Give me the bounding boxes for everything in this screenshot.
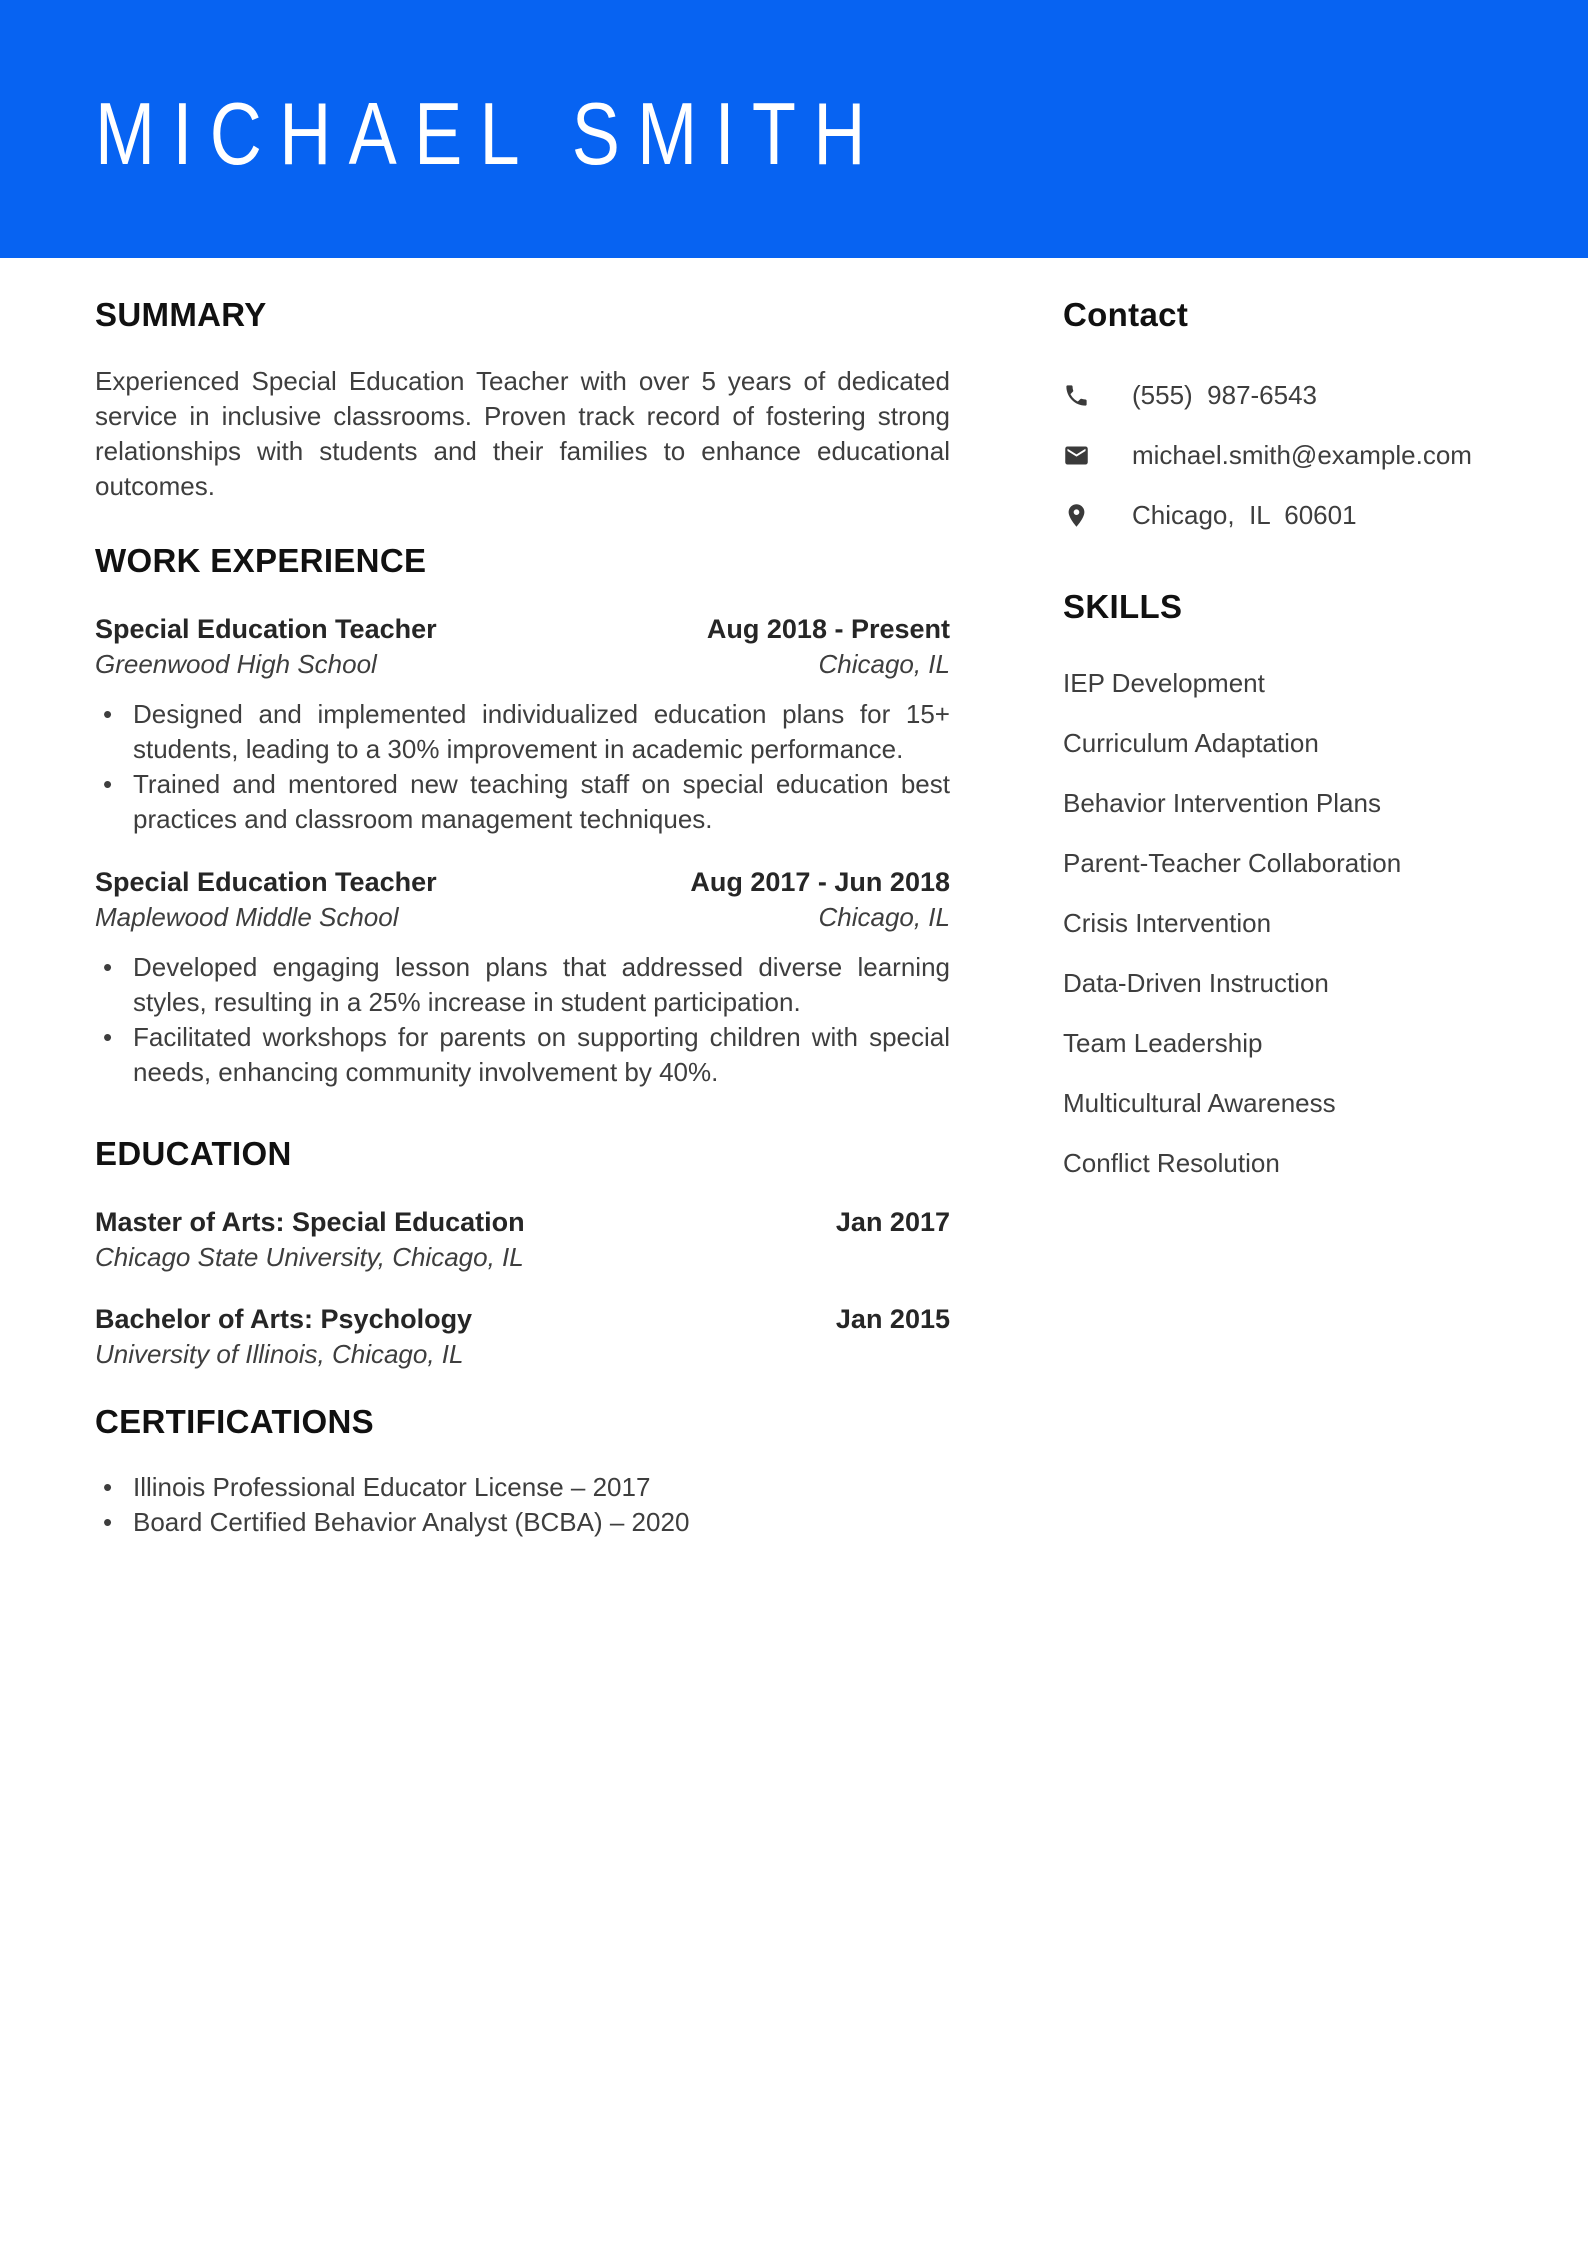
school-name: Chicago State University, Chicago, IL [95,1241,524,1272]
skill-item: IEP Development [1063,667,1265,698]
header-banner [0,0,1588,258]
skill-item: Parent-Teacher Collaboration [1063,847,1402,878]
location-pin-icon [1063,502,1090,529]
degree-row [95,1302,950,1337]
certification-item: • Illinois Professional Educator License – 2017 [95,1470,950,1505]
contact-row-location [1063,498,1493,533]
work-experience-heading: WORK EXPERIENCE [95,541,427,579]
email-address: michael.smith@example.com [1132,439,1472,470]
job-dates: Aug 2017 - Jun 2018 [690,866,950,897]
job-company: Greenwood High School [95,648,377,679]
education-entry [95,1205,950,1275]
content [0,258,1588,1540]
job-bullet: • Designed and implemented individualized education plans for 15+ students, leading to a 30% improvement in academic performance. [95,697,950,767]
school-row [95,1337,950,1372]
phone-icon [1063,382,1090,409]
job-company: Maplewood Middle School [95,901,399,932]
education-section [95,1135,950,1372]
job-title-row [95,865,950,900]
skills-list [1063,666,1493,1181]
degree-row [95,1205,950,1240]
degree-title: Bachelor of Arts: Psychology [95,1303,473,1334]
job-location: Chicago, IL [818,648,950,679]
location-text: Chicago, IL 60601 [1132,499,1357,530]
skill-item: Crisis Intervention [1063,907,1272,938]
degree-title: Master of Arts: Special Education [95,1206,525,1237]
phone-number: (555) 987-6543 [1132,379,1318,410]
email-icon [1063,442,1090,469]
contact-row-email [1063,438,1493,473]
skill-item: Multicultural Awareness [1063,1087,1336,1118]
skill-item: Data-Driven Instruction [1063,967,1329,998]
skill-item: Conflict Resolution [1063,1147,1280,1178]
job-bullet: • Trained and mentored new teaching staff on special education best practices and classroom management techniques. [95,767,950,837]
job-dates: Aug 2018 - Present [706,613,950,644]
summary-section [95,296,950,504]
summary-heading: SUMMARY [95,296,267,333]
contact-row-phone [1063,378,1493,413]
education-heading: EDUCATION [95,1134,292,1172]
education-entry [95,1302,950,1372]
school-name: University of Illinois, Chicago, IL [95,1338,464,1369]
job-company-row [95,900,950,935]
skill-item: Curriculum Adaptation [1063,727,1319,758]
job-bullet-list [95,697,950,837]
job-bullet-list [95,950,950,1090]
contact-heading: Contact [1063,296,1189,333]
work-experience-section [95,542,950,1090]
contact-section [1063,296,1493,533]
job-title: Special Education Teacher [95,613,437,644]
degree-date: Jan 2015 [835,1303,950,1334]
skills-section [1063,588,1493,1181]
certification-list [95,1470,950,1540]
skills-heading: SKILLS [1063,587,1183,625]
certifications-section [95,1403,950,1540]
right-column [1063,296,1493,1540]
job-bullet: • Developed engaging lesson plans that addressed diverse learning styles, resulting in a 25% increase in student participation. [95,950,950,1020]
degree-date: Jan 2017 [835,1206,950,1237]
job-bullet: • Facilitated workshops for parents on supporting children with special needs, enhancing community involvement by 40%. [95,1020,950,1090]
certification-item: • Board Certified Behavior Analyst (BCBA) – 2020 [95,1505,950,1540]
job-entry [95,865,950,1090]
job-company-row [95,647,950,682]
summary-text: Experienced Special Education Teacher with over 5 years of dedicated service in inclusive classrooms. Proven track record of fostering strong relationships with students and their families to enhance educational outcomes. [95,365,950,501]
job-title-row [95,612,950,647]
left-column [95,296,950,1540]
certifications-heading: CERTIFICATIONS [95,1402,374,1440]
skill-item: Team Leadership [1063,1027,1263,1058]
candidate-name: MICHAEL SMITH [95,84,883,183]
job-title: Special Education Teacher [95,866,437,897]
skill-item: Behavior Intervention Plans [1063,787,1381,818]
school-row [95,1240,950,1275]
job-location: Chicago, IL [818,901,950,932]
job-entry [95,612,950,837]
